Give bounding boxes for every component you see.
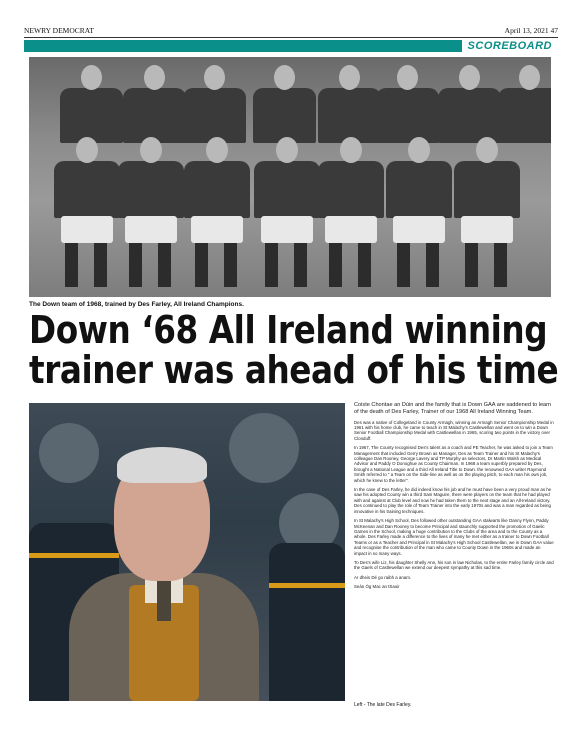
masthead — [24, 25, 558, 38]
headline-line-1: Down ‘68 All Ireland winning — [29, 308, 548, 352]
team-photo — [29, 57, 551, 297]
portrait-photo — [29, 403, 345, 701]
player-figure — [184, 137, 250, 297]
portrait-caption: Left - The late Des Farley. — [354, 702, 412, 708]
player-figure — [386, 137, 452, 297]
player-figure — [118, 137, 184, 297]
date-page: April 13, 2021 47 — [504, 26, 558, 35]
publication-name: NEWRY DEMOCRAT — [24, 26, 94, 35]
article-paragraph: Des was a native of Collegeland in County Armagh, winning an Armagh Senior Championship Medal in 1961 with his home club, he came to teach in St Malachy's Castlewellan and went on to win a Down Senior Football Championship Medal with Castlewellan in 1965, scoring two points in the victory over Clonduff. — [354, 419, 554, 441]
section-band — [24, 40, 558, 52]
article-paragraph: In 1967, The County recognised Des's talent as a coach and PE Teacher, he was asked to join a Team Management that included Gerry Brown as Manager, Des as Team Trainer and his St Malachy's colleague Dan Rooney, George Lavery and TP Murphy as selectors, Dr Martin Walsh as Medical Advisor and Paddy O Donoghue as County Chairman. In 1968 a team superbly prepared by Des, brought a National League and a third All Ireland Title to Down. the renowned GAA writer Raymond Smith referred to " a Team on the Side-line as well as on the playing pitch, to each man his own job, which he knew to the letter". — [354, 445, 553, 483]
article-lead: Coiste Chontae an Dúin and the family that is Down GAA are saddened to learn of the death of Des Farley, Trainer of our 1968 All Ireland Winning Team. — [354, 402, 552, 415]
article-paragraph: In the case of Des Farley, he did indeed know his job and he must have been a very proud man as he saw his adopted County win a third Sam Maguire, there were players on the team that he had played with and against at Club level and now he had taken them to the next stage and an All-Ireland victory. Des continued to play the role of Team Trainer into the early 1970s and was a man regarded as being innovative in his training techniques. — [354, 487, 552, 514]
article-body — [354, 402, 554, 594]
player-figure — [254, 137, 320, 297]
article-paragraph: Ar dheis Dé go raibh a anam. — [354, 574, 412, 580]
headline — [29, 308, 559, 392]
player-figure — [454, 137, 520, 297]
article-signoff: Seán Óg Mac an tSaoir — [354, 584, 400, 590]
player-figure — [318, 137, 384, 297]
player-figure — [54, 137, 120, 297]
headline-line-2: trainer was ahead of his time — [29, 348, 559, 392]
section-label: SCOREBOARD — [462, 40, 558, 52]
photo-caption: The Down team of 1968, trained by Des Farley, All Ireland Champions. — [29, 301, 244, 308]
article-paragraph: To Des's wife Liz, his daughter Shelly Ann, his son in law Nicholas, to the entire Farley family circle and the Gaels of Castlewellan we extend our deepest sympathy at this sad time. — [354, 559, 554, 571]
article-paragraph: In St Malachy's High School, Des followed other outstanding GAA stalwarts like Danny Flynn, Paddy McKeenan and Dan Rooney to become Principal and staunchly supported the promotion of Gaelic Games in the School, making a huge contribution to the Clubs of the area and to the County as a whole. Des Farley made a difference to the lives of many he met either as a trainer to Down Football Teams or as a Teacher and Principal in St Malachy's High School Castlewellan, we in Down GAA value and recognise the contribution of the man who came to County Down in the 1960s and made an impact in so many ways. — [354, 518, 554, 556]
